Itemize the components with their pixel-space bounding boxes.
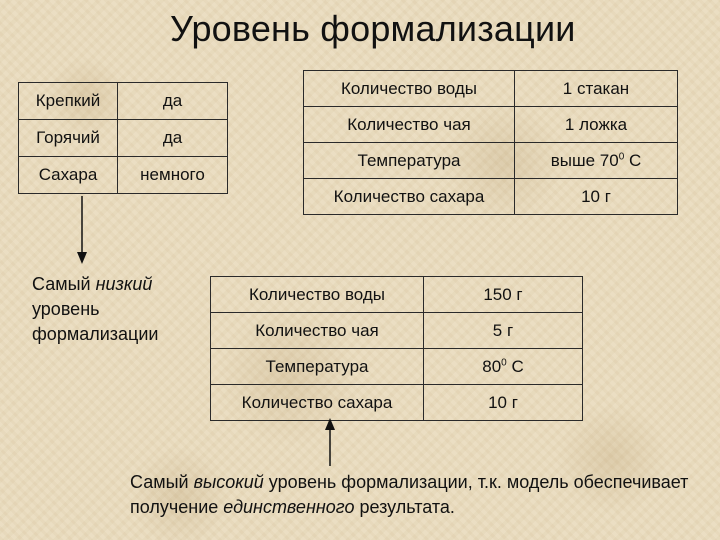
table-cell: Температура (211, 349, 424, 385)
caption-emphasis: единственного (223, 497, 355, 517)
table-row (304, 107, 678, 143)
table-cell: 10 г (515, 179, 678, 215)
medium-formalization-table (303, 70, 678, 215)
table-cell: Количество сахара (304, 179, 515, 215)
table-cell: да (118, 120, 228, 157)
table-row (211, 385, 583, 421)
table-cell: 5 г (424, 313, 583, 349)
table-cell (515, 143, 678, 179)
table-row (304, 71, 678, 107)
arrow-up-icon (322, 418, 338, 466)
temperature-value: выше 70 (550, 150, 619, 170)
table-row (211, 313, 583, 349)
temperature-value: 80 (482, 356, 502, 376)
table-cell (424, 349, 583, 385)
caption-text: уровень формализации, т.к. модель обеспечивает получение (130, 472, 689, 517)
table-cell: Температура (304, 143, 515, 179)
table-row (211, 277, 583, 313)
table-row (19, 157, 228, 194)
table-cell: Количество чая (211, 313, 424, 349)
degree-superscript: 0 (618, 150, 625, 162)
low-formalization-table (18, 82, 228, 194)
table-cell: 10 г (424, 385, 583, 421)
table-row (304, 179, 678, 215)
low-level-caption (32, 272, 202, 347)
table-cell: Количество сахара (211, 385, 424, 421)
table-cell: Горячий (19, 120, 118, 157)
table-cell: Количество чая (304, 107, 515, 143)
table-cell: немного (118, 157, 228, 194)
arrow-down-icon (74, 196, 90, 266)
table-cell: 1 ложка (515, 107, 678, 143)
table-cell: 1 стакан (515, 71, 678, 107)
table-cell: Количество воды (304, 71, 515, 107)
table-cell: Крепкий (19, 83, 118, 120)
table-row (211, 349, 583, 385)
temperature-unit: С (506, 356, 524, 376)
high-level-caption (130, 470, 690, 520)
caption-text: уровень формализации (32, 299, 159, 344)
table-cell: да (118, 83, 228, 120)
table-row (19, 83, 228, 120)
table-row (19, 120, 228, 157)
degree-superscript: 0 (501, 356, 507, 368)
caption-emphasis: низкий (95, 274, 153, 294)
caption-text: Самый (130, 472, 194, 492)
caption-text: Самый (32, 274, 96, 294)
table-cell: Сахара (19, 157, 118, 194)
page-title: Уровень формализации (170, 8, 576, 49)
caption-text: результата. (354, 497, 455, 517)
caption-emphasis: высокий (193, 472, 264, 492)
table-row (304, 143, 678, 179)
temperature-unit: С (624, 150, 642, 170)
high-formalization-table (210, 276, 583, 421)
table-cell: 150 г (424, 277, 583, 313)
table-cell: Количество воды (211, 277, 424, 313)
